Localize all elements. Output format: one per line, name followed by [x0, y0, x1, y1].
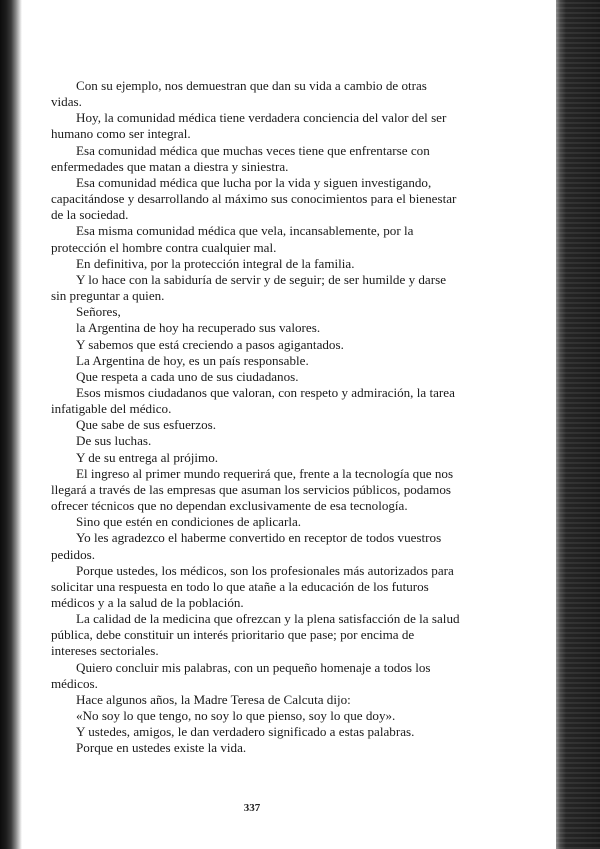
paragraph: De sus luchas.	[76, 433, 152, 449]
scanner-edge	[556, 0, 600, 849]
paragraph: la Argentina de hoy ha recuperado sus valores.	[76, 320, 321, 336]
paragraph: Quiero concluir mis palabras, con un pequeño homenaje a todos los médicos.	[51, 659, 431, 691]
paragraph: Porque ustedes, los médicos, son los profesionales más autorizados para solicitar una respuesta en todo lo que atañe a la educación de los futuros médicos y a la salud de la población.	[51, 562, 454, 610]
book-binding-shadow	[0, 0, 22, 849]
paragraph: Y lo hace con la sabiduría de servir y de seguir; de ser humilde y darse sin preguntar a quien.	[51, 271, 447, 304]
paragraph: Hoy, la comunidad médica tiene verdadera conciencia del valor del ser humano como ser integral.	[51, 110, 447, 142]
paragraph: Y ustedes, amigos, le dan verdadero significado a estas palabras.	[76, 724, 415, 740]
paragraph: Esa comunidad médica que muchas veces tiene que enfrentarse con enfermedades que matan a diestra y siniestra.	[51, 142, 430, 174]
paragraph: Esos mismos ciudadanos que valoran, con respeto y admiración, la tarea infatigable del médico.	[51, 384, 455, 417]
paragraph: Sino que estén en condiciones de aplicarla.	[76, 514, 302, 530]
paragraph: Esa misma comunidad médica que vela, incansablemente, por la protección el hombre contra cualquier mal.	[51, 223, 414, 255]
paragraph: Con su ejemplo, nos demuestran que dan su vida a cambio de otras vidas.	[51, 78, 427, 110]
paragraph: En definitiva, por la protección integral de la familia.	[76, 255, 355, 271]
paragraph: El ingreso al primer mundo requerirá que, frente a la tecnología que nos llegará a través de las empresas que asuman los servicios públicos, podamos ofrecer técnicos que no dependan exclusivamente de esa tecnología.	[51, 465, 454, 514]
paragraph: Y sabemos que está creciendo a pasos agigantados.	[76, 336, 344, 352]
paragraph: «No soy lo que tengo, no soy lo que pienso, soy lo que doy».	[76, 708, 396, 724]
paragraph: Y de su entrega al prójimo.	[76, 449, 219, 465]
paragraph: Que sabe de sus esfuerzos.	[76, 417, 216, 433]
page-body-text	[51, 78, 461, 757]
paragraph: Esa comunidad médica que lucha por la vida y siguen investigando, capacitándose y desarrollando al máximo sus conocimientos para el bienestar de la sociedad.	[51, 174, 457, 223]
paragraph: Hace algunos años, la Madre Teresa de Calcuta dijo:	[76, 691, 351, 707]
paragraph: Que respeta a cada uno de sus ciudadanos.	[76, 368, 299, 384]
paragraph: Yo les agradezco el haberme convertido en receptor de todos vuestros pedidos.	[51, 530, 442, 562]
paragraph: La Argentina de hoy, es un país responsable.	[76, 352, 309, 368]
paragraph: Porque en ustedes existe la vida.	[76, 740, 247, 756]
paragraph: La calidad de la medicina que ofrezcan y la plena satisfacción de la salud pública, debe constituir un interés prioritario que pase; por encima de intereses sectoriales.	[51, 611, 460, 659]
page-number: 337	[243, 802, 261, 814]
paragraph: Señores,	[76, 304, 121, 320]
